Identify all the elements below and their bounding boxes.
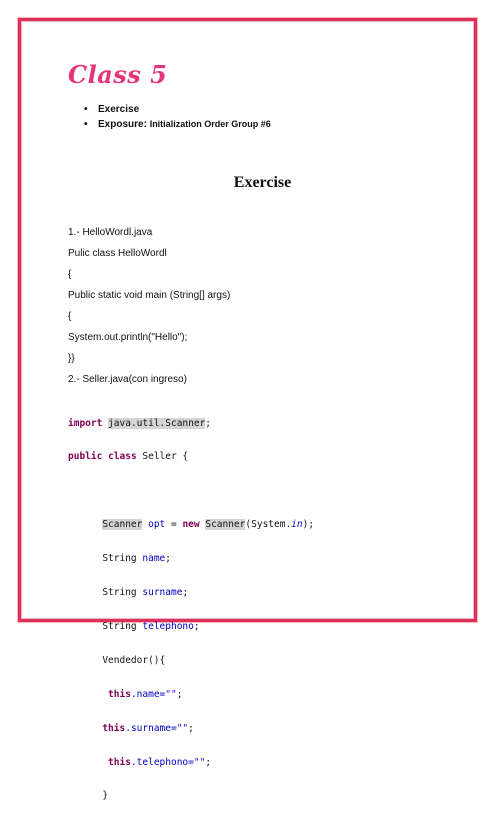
code-field: name [142,553,166,565]
code-line [68,790,314,801]
bullet-label: Exposure: [98,119,147,130]
code-type: String [102,587,137,599]
code-field: .telephono= [130,756,194,768]
code-keyword: public [68,451,103,463]
code-type: Scanner [102,519,143,531]
code-line [68,723,314,734]
code-keyword: new [182,519,200,531]
code-string: "" [165,688,177,700]
code-text: ; [165,553,172,565]
code-keyword: import [68,417,103,429]
code-field: in [291,519,303,531]
bullet-label: Exercise [98,104,140,115]
code-text: } [102,790,109,802]
bullet-item [84,102,271,117]
code-field: surname [142,587,183,599]
code-text: = [165,519,183,531]
code-line [68,757,314,768]
code-text: Vendedor(){ [102,654,166,666]
code-text: ; [205,756,212,768]
code-line [68,655,314,666]
body-text [68,227,230,395]
code-string: "" [176,722,189,734]
bullet-detail: Initialization Order Group #6 [149,119,271,129]
code-line [68,621,314,632]
code-text: ); [302,519,315,531]
code-line [68,519,314,530]
page-title: Class 5 [68,60,168,89]
code-keyword: this [102,722,126,734]
code-line [68,418,314,429]
code-line [68,451,314,462]
code-keyword: this [108,688,131,700]
code-text: ; [205,417,212,429]
bullet-list [84,102,271,132]
code-field: .name= [130,688,166,700]
code-type: String [102,553,137,565]
text-line: 1.- HelloWordl.java [68,227,153,238]
code-import-package: java.util.Scanner [108,417,206,429]
code-line [68,689,314,700]
code-text: ; [182,587,189,599]
code-block [68,395,314,813]
text-line: 2.- Seller.java(con ingreso) [68,374,187,385]
text-line: System.out.println("Hello"); [68,332,188,343]
code-type: Scanner [205,519,246,531]
code-field: opt [148,519,166,531]
text-line: { [68,269,72,280]
text-line: Pulic class HelloWordl [68,248,167,259]
text-line: Public static void main (String[] args) [68,290,231,301]
bullet-icon: • [84,104,88,115]
code-string: "" [193,756,206,768]
bullet-icon: • [84,119,88,130]
code-field: .surname= [125,722,177,734]
code-text: ; [188,722,194,734]
code-type: String [102,620,137,632]
code-text: ; [193,620,200,632]
code-text: ; [176,688,183,700]
code-field: telephono [142,620,194,632]
code-text: (System. [245,519,292,531]
code-keyword: class [108,451,137,463]
code-line [68,485,314,496]
text-line: { [68,311,72,322]
section-heading: Exercise [233,174,292,191]
bullet-item [84,117,271,132]
code-line [68,553,314,564]
text-line: }} [68,353,75,364]
code-keyword: this [108,756,131,768]
code-text: Seller { [136,451,189,463]
code-line [68,587,314,598]
